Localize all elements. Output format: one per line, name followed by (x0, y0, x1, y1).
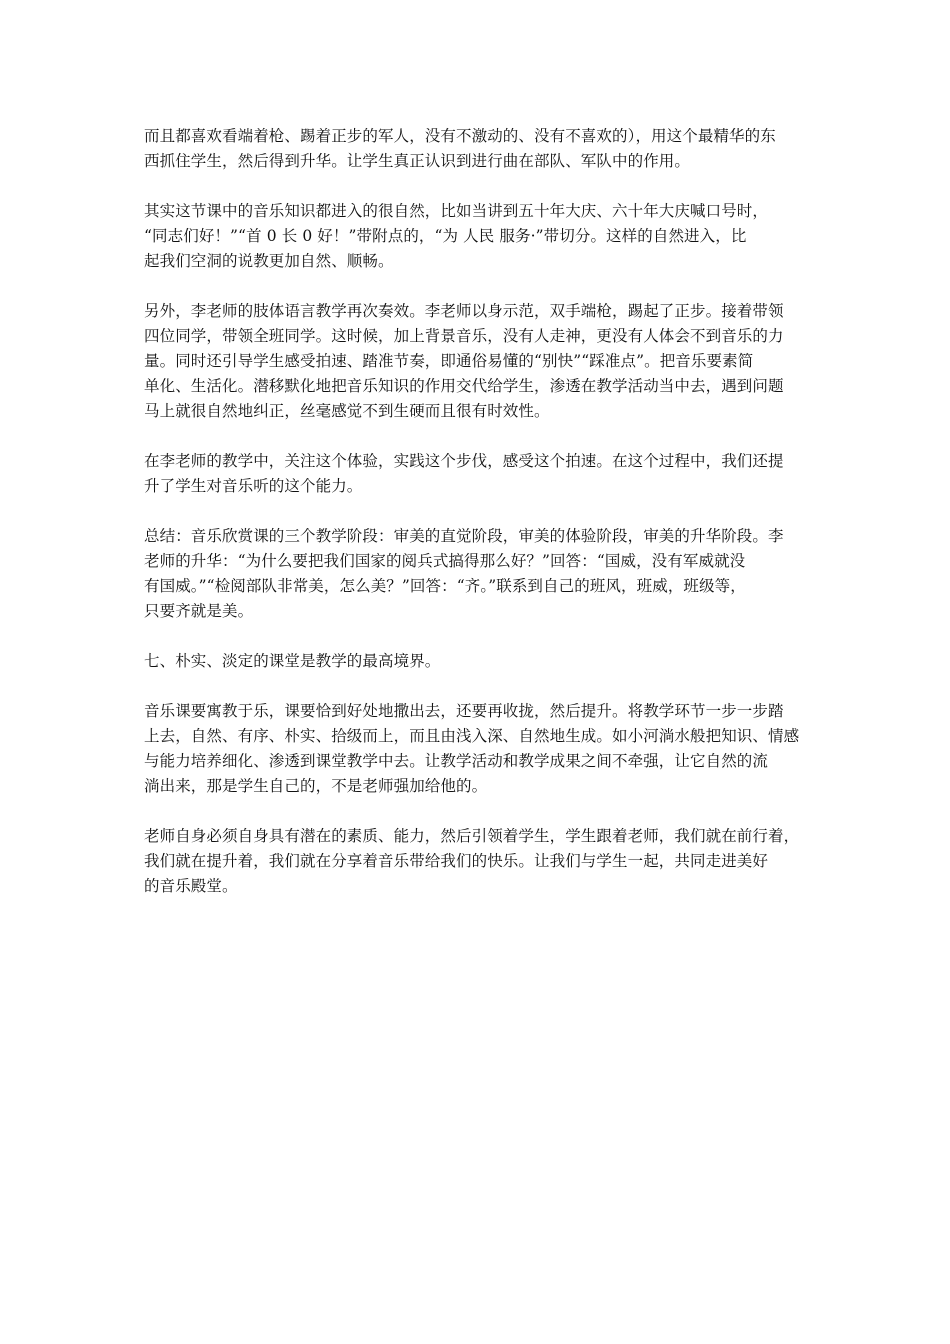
paragraph-line: 有国威。”“检阅部队非常美，怎么美？”回答：“齐。”联系到自己的班风，班威，班级等， (144, 577, 746, 595)
heading-line: 七、朴实、淡定的课堂是教学的最高境界。 (144, 652, 441, 670)
paragraph-line: 其实这节课中的音乐知识都进入的很自然，比如当讲到五十年大庆、六十年大庆喊口号时， (144, 202, 769, 220)
paragraph-line: 起我们空洞的说教更加自然、顺畅。 (144, 252, 394, 270)
paragraph-line: 淌出来，那是学生自己的，不是老师强加给他的。 (144, 777, 488, 795)
paragraph-line: 我们就在提升着，我们就在分享着音乐带给我们的快乐。让我们与学生一起，共同走进美好 (144, 852, 769, 870)
paragraph-line: 只要齐就是美。 (144, 602, 254, 620)
paragraph-line: 西抓住学生，然后得到升华。让学生真正认识到进行曲在部队、军队中的作用。 (144, 152, 691, 170)
paragraph-5 (144, 524, 816, 624)
section-heading (144, 649, 816, 674)
paragraph-line: 单化、生活化。潜移默化地把音乐知识的作用交代给学生，渗透在教学活动当中去，遇到问题 (144, 377, 784, 395)
paragraph-line: 总结：音乐欣赏课的三个教学阶段：审美的直觉阶段，审美的体验阶段，审美的升华阶段。李 (144, 527, 784, 545)
paragraph-3 (144, 299, 816, 424)
paragraph-line: 上去，自然、有序、朴实、拾级而上，而且由浅入深、自然地生成。如小河淌水般把知识、情感 (144, 727, 800, 745)
paragraph-7 (144, 699, 816, 799)
paragraph-line: 与能力培养细化、渗透到课堂教学中去。让教学活动和教学成果之间不牵强，让它自然的流 (144, 752, 769, 770)
paragraph-4 (144, 449, 816, 499)
paragraph-line: 另外，李老师的肢体语言教学再次奏效。李老师以身示范，双手端枪，踢起了正步。接着带领 (144, 302, 784, 320)
paragraph-line: 老师的升华：“为什么要把我们国家的阅兵式搞得那么好？”回答：“国威，没有军威就没 (144, 552, 746, 570)
paragraph-line: 音乐课要寓教于乐，课要恰到好处地撒出去，还要再收拢，然后提升。将教学环节一步一步踏 (144, 702, 784, 720)
paragraph-line: 的音乐殿堂。 (144, 877, 238, 895)
paragraph-8 (144, 824, 816, 899)
paragraph-line: 量。同时还引导学生感受拍速、踏准节奏，即通俗易懂的“别快”“踩准点”。把音乐要素简 (144, 352, 754, 370)
paragraph-line: 升了学生对音乐听的这个能力。 (144, 477, 363, 495)
paragraph-line: 而且都喜欢看端着枪、踢着正步的军人，没有不激动的、没有不喜欢的），用这个最精华的东 (144, 127, 776, 145)
paragraph-line: “同志们好！”“首 0 长 0 好！”带附点的，“为 人民 服务·”带切分。这样的自然进入，比 (144, 227, 747, 245)
paragraph-line: 四位同学，带领全班同学。这时候，加上背景音乐，没有人走神，更没有人体会不到音乐的力 (144, 327, 784, 345)
paragraph-1 (144, 124, 816, 174)
paragraph-line: 在李老师的教学中，关注这个体验，实践这个步伐，感受这个拍速。在这个过程中，我们还提 (144, 452, 784, 470)
paragraph-2 (144, 199, 816, 274)
paragraph-line: 马上就很自然地纠正，丝毫感觉不到生硬而且很有时效性。 (144, 402, 550, 420)
paragraph-line: 老师自身必须自身具有潜在的素质、能力，然后引领着学生，学生跟着老师，我们就在前行着， (144, 827, 800, 845)
